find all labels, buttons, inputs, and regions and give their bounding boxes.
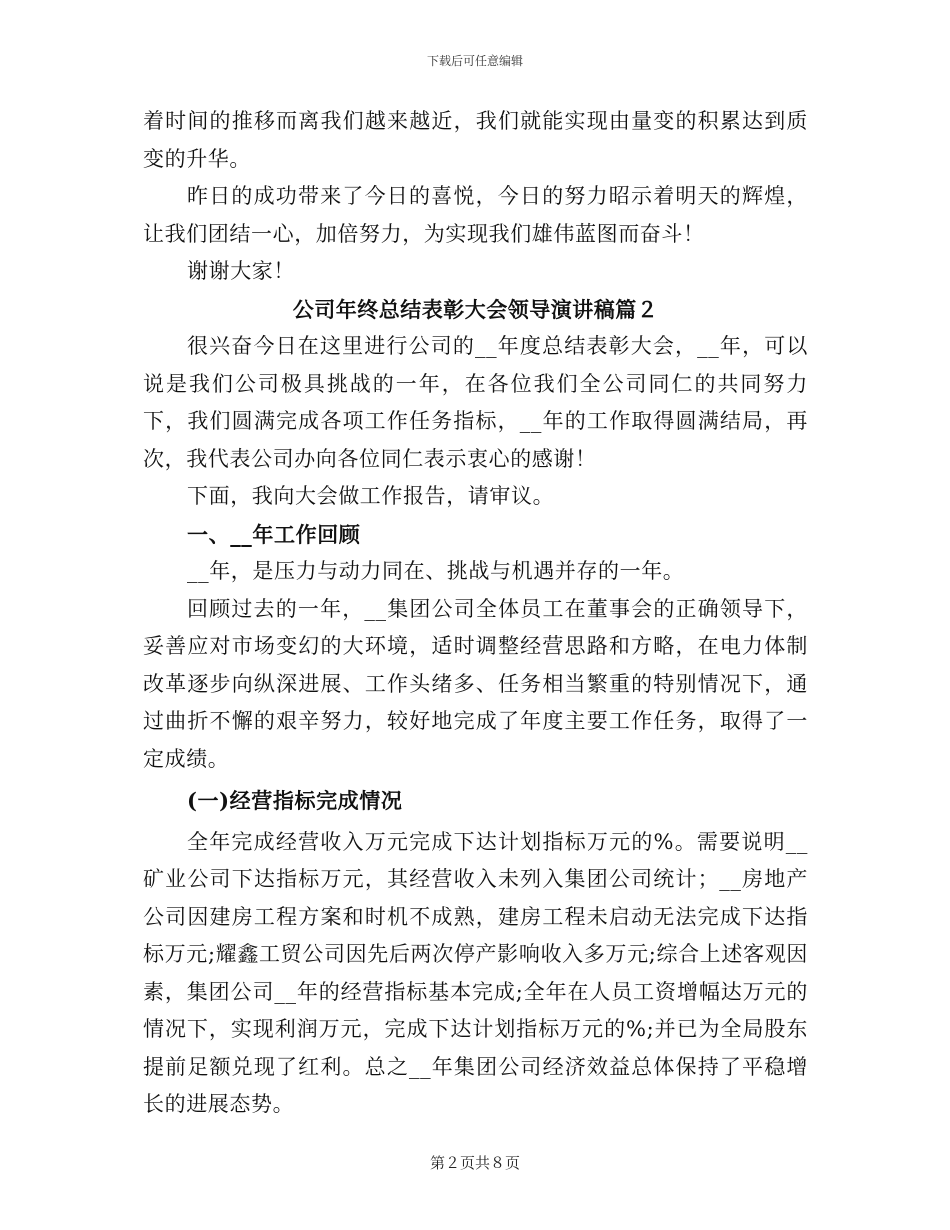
- section-title: 公司年终总结表彰大会领导演讲稿篇２: [292, 296, 659, 322]
- heading-year-review: 一、__年工作回顾: [187, 521, 361, 547]
- paragraph-report-intro: 下面，我向大会做工作报告，请审议。: [187, 484, 555, 508]
- paragraph-continuation: 着时间的推移而离我们越来越近，我们就能实现由量变的积累达到质变的升华。: [143, 109, 808, 171]
- page-footer: 第２页共８页: [429, 1154, 520, 1172]
- paragraph-closing: 昨日的成功带来了今日的喜悦，今日的努力昭示着明天的辉煌，让我们团结一心，加倍努力，为实现我们雄伟蓝图而奋斗！: [143, 184, 808, 246]
- paragraph-thanks: 谢谢大家！: [187, 259, 295, 283]
- paragraph-year-summary: __年，是压力与动力同在、挑战与机遇并存的一年。: [187, 559, 685, 583]
- paragraph-opening: 很兴奋今日在这里进行公司的__年度总结表彰大会，__年，可以说是我们公司极具挑战的一年，在各位我们全公司同仁的共同努力下，我们圆满完成各项工作任务指标，__年的工作取得圆满结局，再次，我代表公司办向各位同仁表示衷心的感谢！: [143, 334, 808, 471]
- document-body: [143, 103, 808, 1124]
- paragraph-indicators: 全年完成经营收入万元完成下达计划指标万元的%。需要说明__矿业公司下达指标万元，其经营收入未列入集团公司统计；__房地产公司因建房工程方案和时机不成熟，建房工程未启动无法完成下达指标万元;耀鑫工贸公司因先后两次停产影响收入多万元;综合上述客观因素，集团公司__年的经营指标基本完成;全年在人员工资增幅达万元的情况下，实现利润万元，完成下达计划指标万元的%;并已为全局股东提前足额兑现了红利。总之__年集团公司经济效益总体保持了平稳增长的进展态势。: [143, 829, 808, 1116]
- page-header: 下载后可任意编辑: [426, 54, 523, 68]
- heading-business-indicators: (一)经营指标完成情况: [187, 788, 403, 813]
- paragraph-review: 回顾过去的一年，__集团公司全体员工在董事会的正确领导下，妥善应对市场变幻的大环境，适时调整经营思路和方略，在电力体制改革逐步向纵深进展、工作头绪多、任务相当繁重的特别情况下，通过曲折不懈的艰辛努力，较好地完成了年度主要工作任务，取得了一定成绩。: [143, 596, 808, 771]
